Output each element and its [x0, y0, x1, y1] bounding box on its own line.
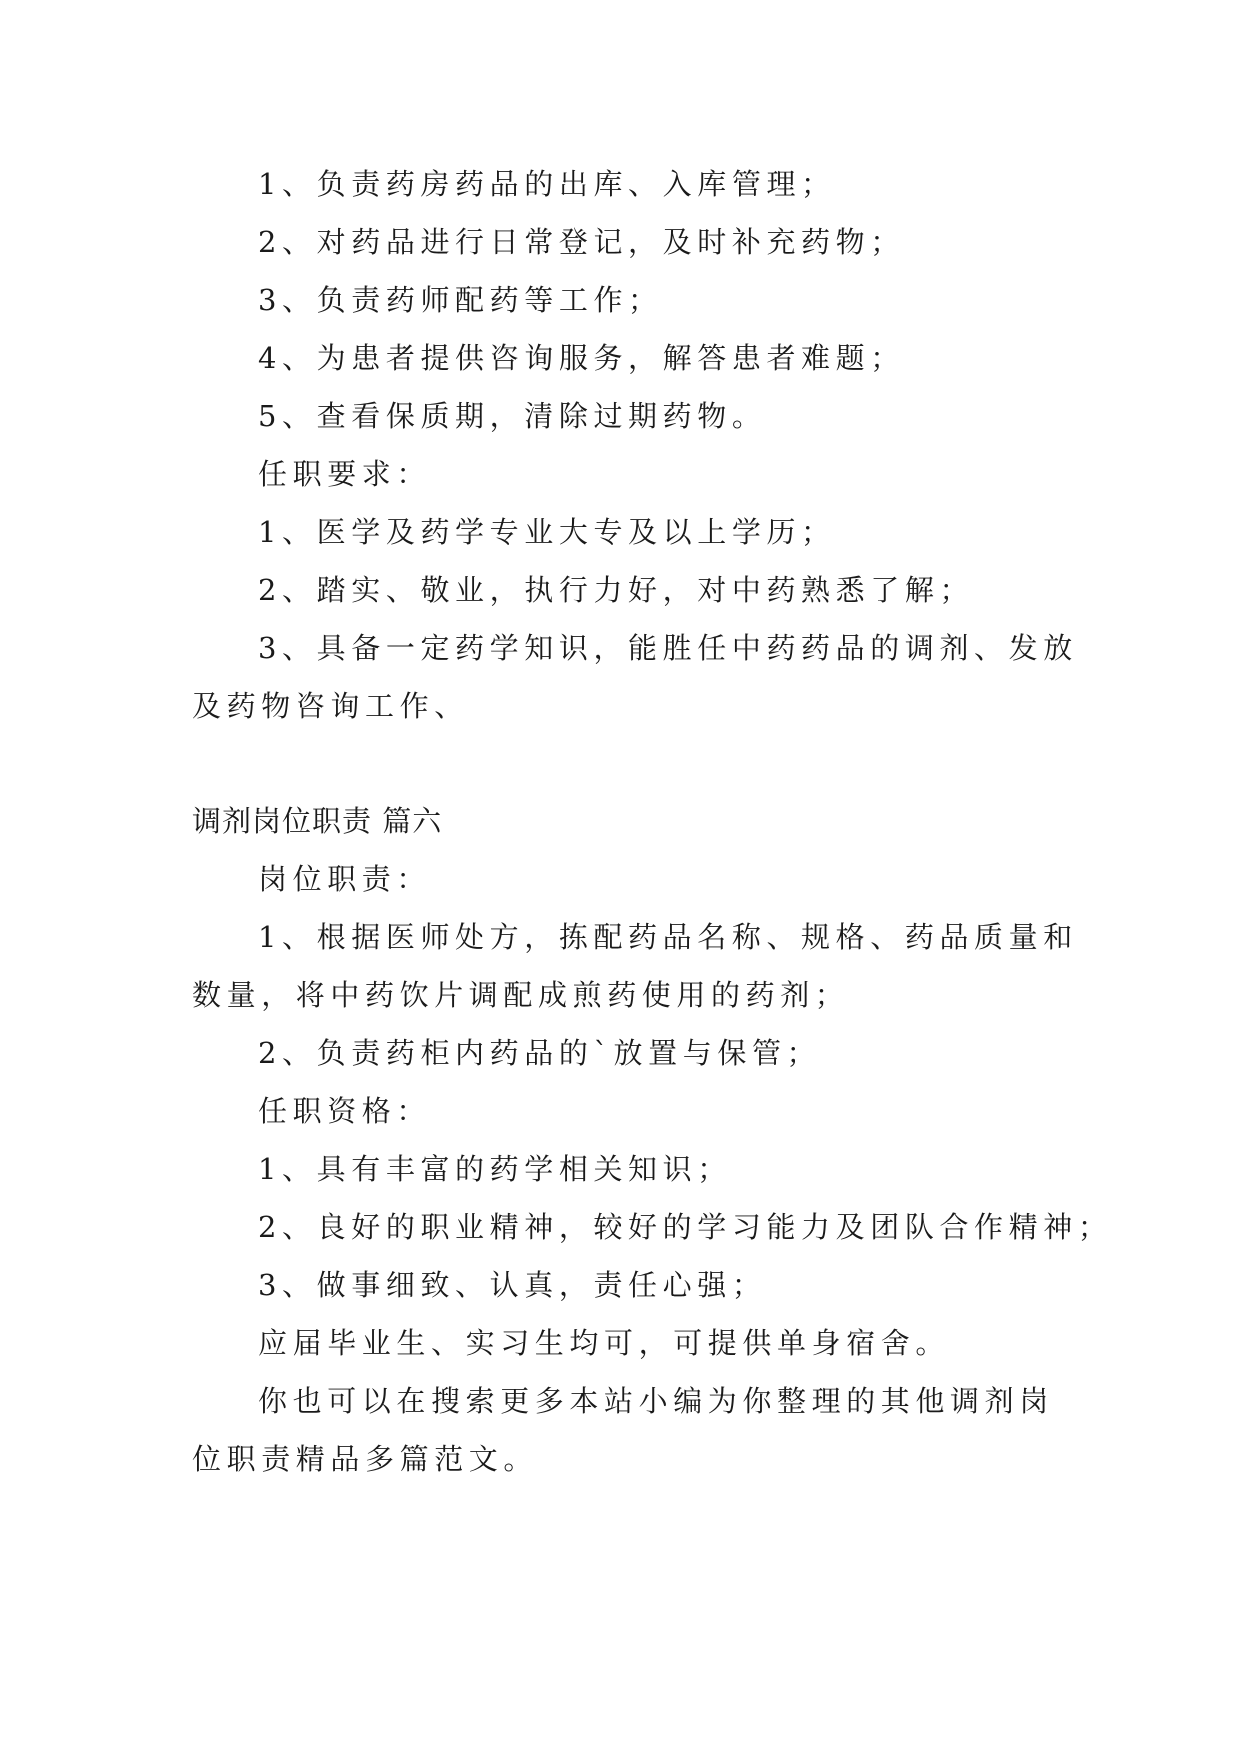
duty-item-2: 2、对药品进行日常登记，及时补充药物；: [258, 225, 905, 259]
section6-duty-item-1-continued: 数量，将中药饮片调配成煎药使用的药剂；: [192, 978, 850, 1012]
duty-heading: 岗位职责：: [258, 862, 432, 896]
requirement-item-1: 1、医学及药学专业大专及以上学历；: [258, 515, 836, 549]
requirements-heading: 任职要求：: [258, 457, 432, 491]
duty-item-1: 1、负责药房药品的出库、入库管理；: [258, 167, 836, 201]
section-six-heading: 调剂岗位职责 篇六: [192, 804, 443, 838]
duty-item-3: 3、负责药师配药等工作；: [258, 283, 663, 317]
qualification-item-2: 2、良好的职业精神，较好的学习能力及团队合作精神；: [258, 1210, 1113, 1244]
closing-note-continued: 位职责精品多篇范文。: [192, 1442, 539, 1476]
qualifications-heading: 任职资格：: [258, 1094, 432, 1128]
qualification-item-1: 1、具有丰富的药学相关知识；: [258, 1152, 732, 1186]
requirement-item-3: 3、具备一定药学知识，能胜任中药药品的调剂、发放: [258, 631, 1078, 665]
duty-item-5: 5、查看保质期，清除过期药物。: [258, 399, 767, 433]
closing-note: 你也可以在搜索更多本站小编为你整理的其他调剂岗: [258, 1384, 1054, 1418]
qualification-item-3: 3、做事细致、认真，责任心强；: [258, 1268, 767, 1302]
graduates-note: 应届毕业生、实习生均可，可提供单身宿舍。: [258, 1326, 951, 1360]
section6-duty-item-2: 2、负责药柜内药品的`放置与保管；: [258, 1036, 822, 1070]
section6-duty-item-1: 1、根据医师处方，拣配药品名称、规格、药品质量和: [258, 920, 1078, 954]
requirement-item-2: 2、踏实、敬业，执行力好，对中药熟悉了解；: [258, 573, 975, 607]
requirement-item-3-continued: 及药物咨询工作、: [192, 689, 469, 723]
duty-item-4: 4、为患者提供咨询服务，解答患者难题；: [258, 341, 905, 375]
